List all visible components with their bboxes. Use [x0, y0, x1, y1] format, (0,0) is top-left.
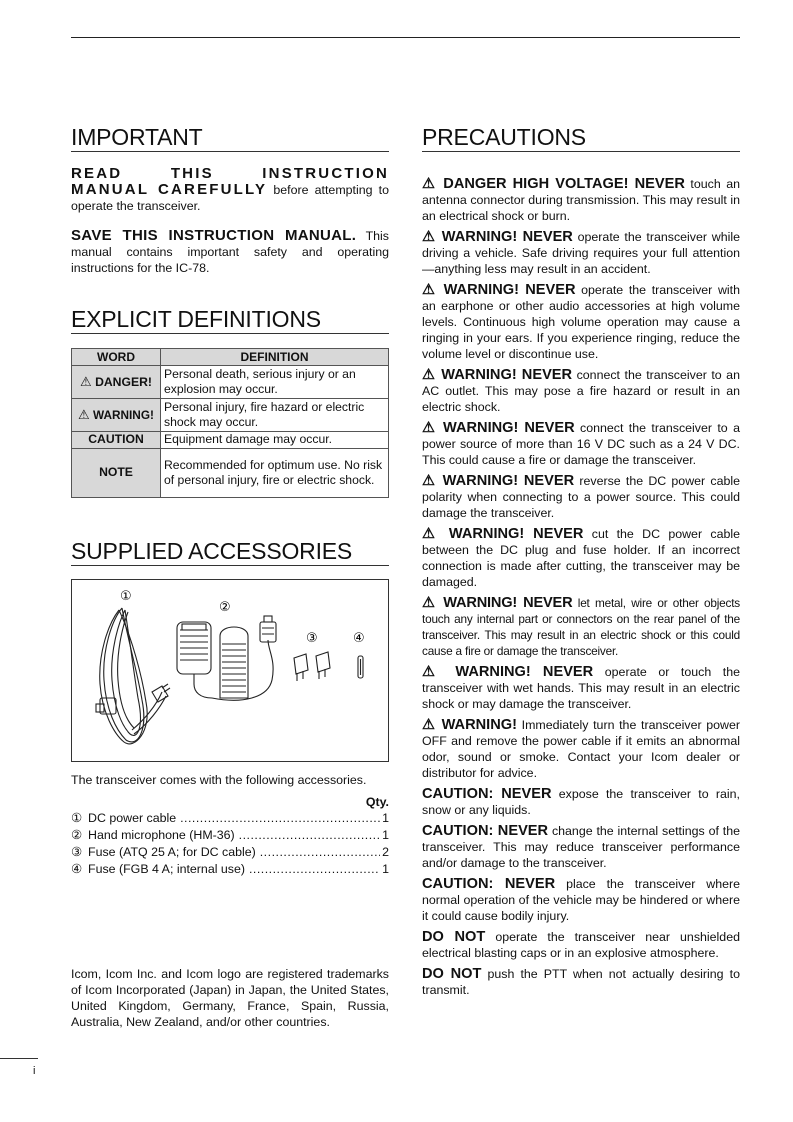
dc-cable-drawing: [96, 608, 170, 744]
warning-triangle-icon: ⚠: [422, 420, 438, 436]
accessories-intro: The transceiver comes with the following accessories.: [71, 773, 367, 787]
top-rule: [71, 37, 740, 38]
definition-row-caution: CAUTION Equipment damage may occur.: [72, 432, 389, 449]
trademark-notice: Icom, Icom Inc. and Icom logo are registered trademarks of Icom Incorporated (Japan) in Japan, the United States, United Kingdom, Germany, France, Spain, Russia, Australia, New Zealand, and/or other countries.: [71, 967, 389, 1029]
hand-microphone-drawing: [177, 616, 276, 700]
warning-triangle-icon: ⚠: [422, 664, 444, 680]
right-column: [422, 124, 740, 1003]
definitions-table: [71, 348, 389, 498]
fuse-atq-drawing: [294, 652, 330, 681]
warning-triangle-icon: ⚠: [80, 373, 92, 389]
important-read-lead: READ THIS INSTRUCTION MANUAL CAREFULLY: [71, 165, 389, 198]
warning-triangle-icon: ⚠: [422, 717, 437, 733]
definitions-header-row: [72, 349, 389, 366]
accessories-drawing: [72, 580, 388, 761]
precaution-item: CAUTION: NEVER change the internal settings of the transceiver. This may reduce transceiver performance and/or damage to the transceiver.: [422, 823, 741, 870]
precaution-item: ⚠ WARNING! NEVER connect the transceiver to an AC outlet. This may pose a fire hazard or result in an electric shock.: [422, 367, 740, 414]
precaution-item: ⚠ WARNING! NEVER operate the transceiver while driving a vehicle. Safe driving requires your full attention—anything less may result in an accident.: [422, 229, 740, 276]
precaution-item: DO NOT push the PTT when not actually desiring to transmit.: [422, 966, 740, 997]
warning-triangle-icon: ⚠: [78, 406, 90, 422]
accessory-item: ② Hand microphone (HM-36) ..... 1: [71, 827, 389, 844]
col-word-header: WORD: [72, 349, 161, 366]
warning-triangle-icon: ⚠: [422, 229, 437, 245]
fuse-fgb-drawing: [358, 656, 363, 678]
accessory-item: ③ Fuse (ATQ 25 A; for DC cable) ..... 2: [71, 844, 389, 861]
important-read-paragraph: READ THIS INSTRUCTION MANUAL CAREFULLY before attempting to operate the transceiver.: [71, 165, 389, 213]
definition-row-warning: ⚠ WARNING! Personal injury, fire hazard or electric shock may occur.: [72, 399, 389, 432]
precaution-item: ⚠ WARNING! Immediately turn the transceiver power OFF and remove the power cable if it emits an abnormal odor, sound or smoke. Contact your Icom dealer or distributor for advice.: [422, 717, 740, 780]
definition-row-danger: ⚠ DANGER! Personal death, serious injury or an explosion may occur.: [72, 366, 389, 399]
definition-row-note: NOTE Recommended for optimum use. No risk of personal injury, fire or electric shock.: [72, 449, 389, 498]
precautions-title: PRECAUTIONS: [422, 124, 740, 152]
accessories-illustration: [71, 579, 389, 762]
warning-triangle-icon: ⚠: [422, 595, 438, 611]
page-number: i: [33, 1065, 36, 1077]
precaution-item: ⚠ WARNING! NEVER let metal, wire or other objects touch any internal part or connectors on the rear panel of the transceiver. This may result in an electric shock or this could cause a fire or damage the transceiver.: [422, 595, 740, 658]
callout-4: ④: [353, 631, 365, 646]
callout-3: ③: [306, 631, 318, 646]
warning-triangle-icon: ⚠: [422, 526, 440, 542]
accessory-item: ① DC power cable ..... 1: [71, 810, 389, 827]
accessory-item: ④ Fuse (FGB 4 A; internal use) ..... 1: [71, 861, 389, 878]
definitions-title: EXPLICIT DEFINITIONS: [71, 306, 389, 334]
important-save-lead: SAVE THIS INSTRUCTION MANUAL.: [71, 227, 357, 244]
precaution-item: ⚠ WARNING! NEVER operate the transceiver with an earphone or other audio accessories at high volume levels. Continuous high volume operation may cause a ringing in your ears. If you experience ringing, reduce the volume level or discontinue use.: [422, 282, 740, 361]
warning-triangle-icon: ⚠: [422, 282, 438, 298]
precautions-list: [422, 176, 740, 998]
bottom-rule: [0, 1058, 38, 1059]
precaution-item: ⚠ DANGER HIGH VOLTAGE! NEVER touch an antenna connector during transmission. This may result in an electrical shock or burn.: [422, 176, 740, 223]
important-save-paragraph: SAVE THIS INSTRUCTION MANUAL. This manual contains important safety and operating instructions for the IC-78.: [71, 227, 389, 275]
qty-label: Qty.: [365, 795, 389, 809]
precaution-item: DO NOT operate the transceiver near unshielded electrical blasting caps or in an explosive atmosphere.: [422, 929, 740, 960]
callout-2: ②: [219, 600, 231, 615]
accessories-list: [71, 810, 389, 878]
left-column: [71, 124, 389, 1030]
accessories-title: SUPPLIED ACCESSORIES: [71, 538, 389, 566]
warning-triangle-icon: ⚠: [422, 473, 437, 489]
col-definition-header: DEFINITION: [161, 349, 389, 366]
precaution-item: ⚠ WARNING! NEVER reverse the DC power cable polarity when connecting to a power source. This could damage the transceiver.: [422, 473, 740, 520]
precaution-item: ⚠ WARNING! NEVER operate or touch the transceiver with wet hands. This may result in an electric shock or may damage the transceiver.: [422, 664, 740, 711]
precaution-item: CAUTION: NEVER expose the transceiver to rain, snow or any liquids.: [422, 786, 741, 817]
important-title: IMPORTANT: [71, 124, 389, 152]
warning-triangle-icon: ⚠: [422, 367, 437, 383]
precaution-item: ⚠ WARNING! NEVER cut the DC power cable between the DC plug and fuse holder. If an incorrect connection is made after cutting, the transceiver may be damaged.: [422, 526, 740, 589]
callout-1: ①: [120, 589, 132, 604]
warning-triangle-icon: ⚠: [422, 176, 438, 192]
precaution-item: CAUTION: NEVER place the transceiver where normal operation of the vehicle may be hindered or where it could cause bodily injury.: [422, 876, 741, 923]
precaution-item: ⚠ WARNING! NEVER connect the transceiver to a power source of more than 16 V DC such as a 24 V DC. This could cause a fire or damage the transceiver.: [422, 420, 740, 467]
